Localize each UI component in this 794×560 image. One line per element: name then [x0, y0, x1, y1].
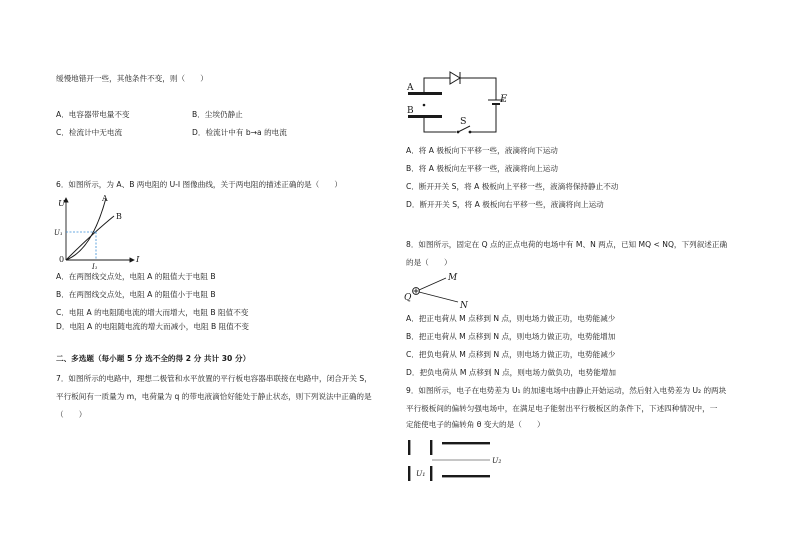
q7-label-a: A: [407, 83, 414, 93]
q8-option-c[interactable]: C．把负电荷从 M 点移到 N 点，则电场力做正功，电势能减少: [406, 350, 616, 359]
q7-label-s: S: [460, 116, 467, 127]
q6-option-a[interactable]: A．在两图线交点处，电阻 A 的阻值大于电阻 B: [56, 272, 216, 281]
q6-label-a: A: [102, 194, 108, 203]
q6-stem: 6．如图所示，为 A、B 两电阻的 U-I 图像曲线，关于两电阻的描述正确的是（ ）: [56, 180, 343, 189]
switch-icon: [457, 126, 472, 133]
q7-option-c[interactable]: C．断开开关 S，将 A 极板向上平移一些，液滴将保持静止不动: [406, 182, 619, 191]
q8-option-a[interactable]: A．把正电荷从 M 点移到 N 点，则电场力做正功，电势能减少: [406, 314, 616, 323]
q5-option-c[interactable]: C．检流计中无电流: [56, 128, 123, 137]
q8-charge-figure: [404, 270, 474, 310]
q9-label-u1: U₁: [416, 469, 426, 478]
q7-option-a[interactable]: A．将 A 极板向下平移一些，液滴将向下运动: [406, 146, 558, 155]
q9-accel-plate-right-top: [430, 440, 432, 455]
q8-stem-line2: 的是（ ）: [406, 258, 452, 267]
q9-stem-line2: 平行极板间的偏转匀强电场中，在满足电子能射出平行极板区的条件下，下述四种情况中，一: [406, 404, 718, 413]
q9-deflect-plate-top: [442, 442, 490, 444]
q6-ui-graph: [52, 192, 152, 271]
q7-wire-bottom: [424, 118, 456, 132]
q7-stem-line3: （ ）: [56, 410, 87, 419]
q9-label-u2: U₂: [492, 456, 502, 465]
q6-label-u1: U₁: [54, 229, 63, 237]
q9-accel-plate-right-bottom: [430, 466, 432, 481]
q7-stem-line1: 7．如图所示的电路中，理想二极管和水平放置的平行板电容器串联接在电路中，闭合开关 S，: [56, 374, 372, 383]
q6-label-origin: 0: [59, 255, 65, 264]
q8-option-d[interactable]: D．把负电荷从 M 点移到 N 点，则电场力做负功，电势能增加: [406, 368, 616, 377]
q8-label-q: Q: [404, 293, 412, 303]
q6-label-b: B: [116, 212, 122, 221]
q8-label-n: N: [460, 301, 468, 311]
q5-stem-tail: 缓慢地错开一些，其他条件不变，则（ ）: [56, 74, 208, 83]
q9-accel-plate-left-bottom: [408, 466, 410, 481]
q6-label-i1: I₁: [92, 263, 98, 271]
q7-stem-line2: 平行板间有一质量为 m，电荷量为 q 的带电液滴恰好能处于静止状态，则下列说法中正确的是: [56, 392, 372, 401]
q7-label-e: E: [500, 94, 508, 105]
q7-option-d[interactable]: D．断开开关 S，将 A 极板向右平移一些，液滴将向上运动: [406, 200, 604, 209]
q9-stem-line3: 定能使电子的偏转角 θ 变大的是（ ）: [406, 420, 545, 429]
q6-option-c[interactable]: C．电阻 A 的电阻随电流的增大而增大，电阻 B 阻值不变: [56, 308, 249, 317]
q7-wire-right-bottom: [470, 112, 496, 132]
positive-charge-icon: [413, 288, 420, 295]
q6-option-d[interactable]: D．电阻 A 的电阻随电流的增大而减小，电阻 B 阻值不变: [56, 322, 249, 331]
q8-label-m: M: [448, 273, 458, 283]
q7-droplet: [423, 104, 426, 107]
q6-option-b[interactable]: B．在两图线交点处，电阻 A 的阻值小于电阻 B: [56, 290, 216, 299]
q5-option-a[interactable]: A．电容器带电量不变: [56, 110, 130, 119]
q8-stem-line1: 8．如图所示，固定在 Q 点的正点电荷的电场中有 M、N 两点，已知 MQ < NQ，下列叙述正确: [406, 240, 728, 249]
section-2-heading: 二、多选题（每小题 5 分 选不全的得 2 分 共计 30 分）: [56, 354, 251, 363]
q9-deflection-figure: [404, 436, 512, 486]
q8-line-qn: [419, 292, 458, 302]
q8-option-b[interactable]: B．把正电荷从 M 点移到 N 点，则电场力做正功，电势能增加: [406, 332, 616, 341]
q9-deflect-plate-bottom: [442, 475, 490, 477]
q7-label-b: B: [407, 106, 414, 116]
q6-label-u: U: [58, 199, 66, 209]
q9-stem-line1: 9．如图所示，电子在电势差为 U₁ 的加速电场中由静止开始运动，然后射入电势差为 U₂ 的两块: [406, 386, 727, 395]
q5-option-b[interactable]: B．尘埃仍静止: [192, 110, 243, 119]
q6-label-i: I: [136, 255, 140, 265]
q7-option-b[interactable]: B．将 A 极板向左平移一些，液滴将向上运动: [406, 164, 558, 173]
q5-option-d[interactable]: D．检流计中有 b→a 的电流: [192, 128, 287, 137]
q8-line-qm: [419, 278, 446, 290]
q9-accel-plate-left-top: [408, 440, 410, 455]
q7-circuit-figure: [404, 66, 514, 138]
diode-icon: [450, 72, 460, 84]
q6-curve-a: [66, 198, 106, 260]
